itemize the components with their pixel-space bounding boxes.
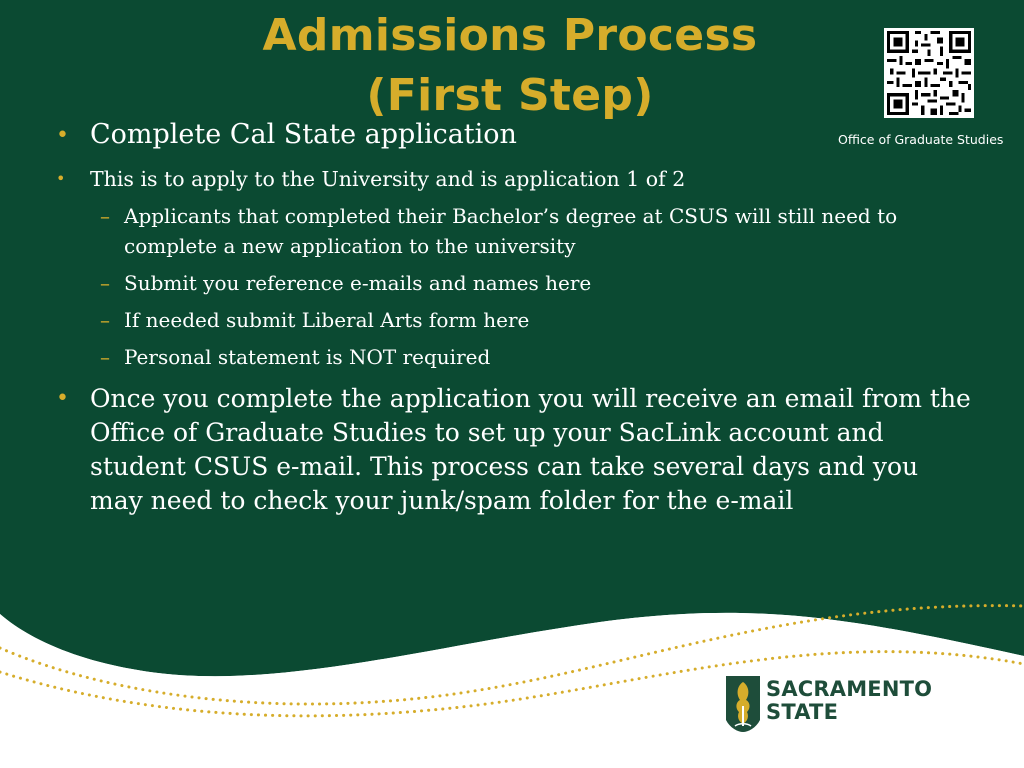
bullet-item (56, 382, 976, 518)
sub-bullet-text: Submit you reference e-mails and names here (124, 271, 592, 295)
slide-title (200, 6, 820, 126)
sub-bullet-dash: – (100, 308, 110, 332)
sub-bullet-text: If needed submit Liberal Arts form here (124, 308, 530, 332)
title-line-1: Admissions Process (262, 10, 758, 61)
sub-bullet-text: Applicants that completed their Bachelor’s degree at CSUS will still need to complete a new application to the university (124, 204, 898, 258)
sub-bullet-text: Personal statement is NOT required (124, 345, 491, 369)
sub-bullet-item (56, 305, 976, 335)
sub-bullet-dash: – (100, 204, 110, 228)
sub-bullet-item (56, 342, 976, 372)
logo-line-2: STATE (766, 700, 839, 724)
sub-bullet-item (56, 268, 976, 298)
bullet-text: This is to apply to the University and is application 1 of 2 (90, 167, 686, 191)
bullet-dot: • (56, 386, 69, 411)
bullet-dot: • (56, 123, 69, 148)
sub-bullet-item (56, 201, 976, 261)
sub-bullet-dash: – (100, 271, 110, 295)
logo-wordmark (766, 678, 932, 724)
bullet-item (56, 116, 976, 154)
bullet-text: Complete Cal State application (90, 119, 517, 150)
logo-line-1: SACRAMENTO (766, 677, 933, 701)
sub-bullet-dash: – (100, 345, 110, 369)
office-label: Office of Graduate Studies (838, 132, 1004, 147)
bullet-item (56, 164, 976, 194)
sacramento-state-hornet-tree-icon (726, 676, 760, 732)
title-line-2: (First Step) (366, 70, 654, 121)
bullet-dot: • (56, 169, 66, 188)
qr-code-icon (884, 28, 974, 118)
sacramento-state-logo (726, 676, 933, 732)
bullet-list (56, 116, 976, 518)
bullet-text: Once you complete the application you will receive an email from the Office of Graduate Studies to set up your SacLink account and student CSUS e-mail. This process can take several days and you may need to check your junk/spam folder for the e-mail (90, 384, 971, 515)
